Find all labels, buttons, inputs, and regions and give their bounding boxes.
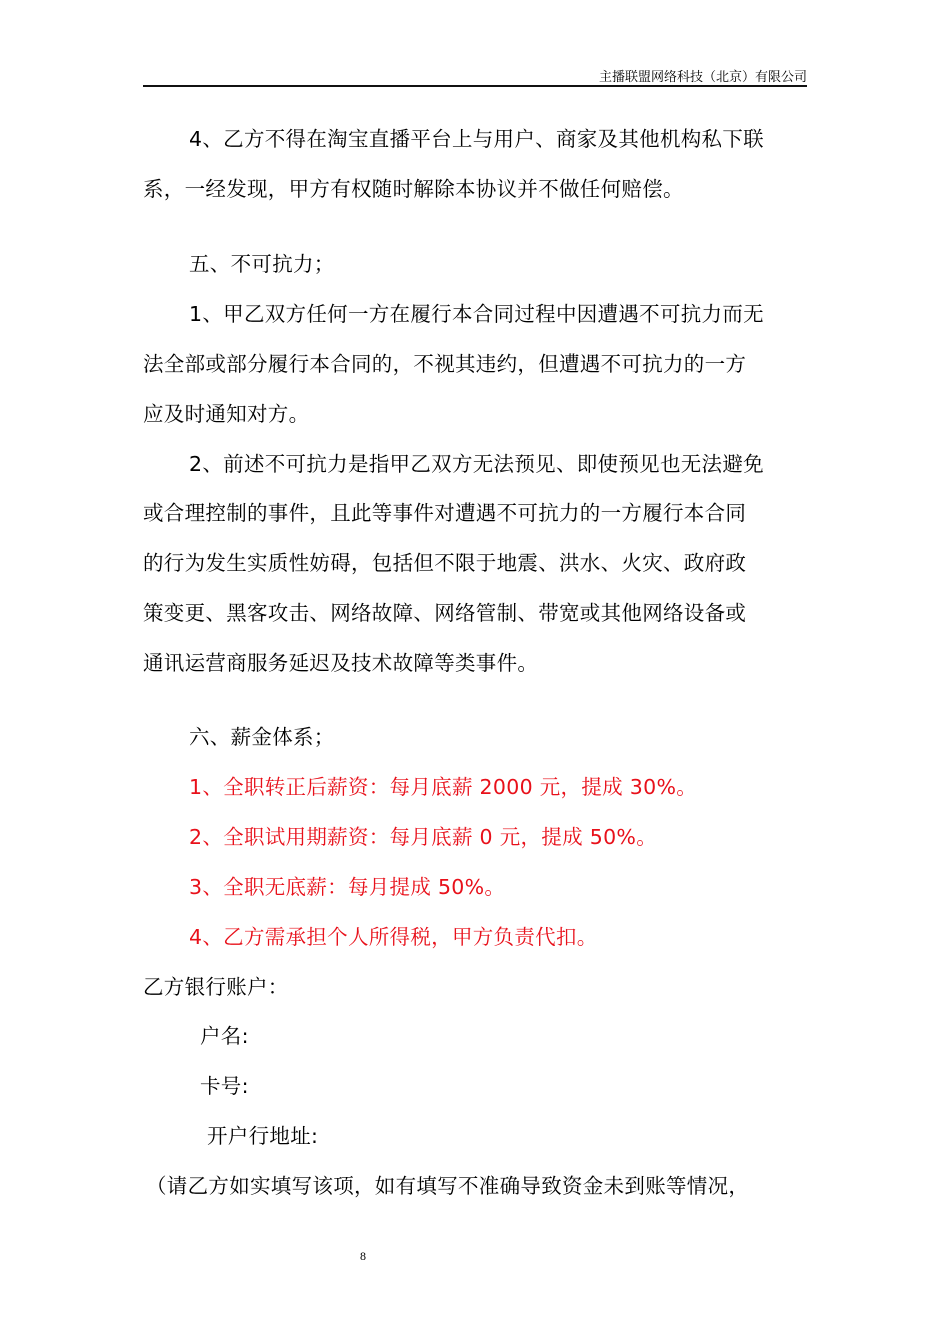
section5-title: 五、不可抗力； [189, 252, 335, 276]
section5-item2-line4: 策变更、黑客攻击、网络故障、网络管制、带宽或其他网络设备或 [143, 601, 747, 625]
salary-item-1: 1、全职转正后薪资：每月底薪 2000 元，提成 30%。 [189, 775, 698, 799]
section6-title: 六、薪金体系； [189, 725, 335, 749]
header-company-name: 主播联盟网络科技（北京）有限公司 [598, 70, 807, 85]
bank-address-label: 开户行地址: [207, 1124, 319, 1148]
salary-item-4: 4、乙方需承担个人所得税，甲方负责代扣。 [189, 925, 598, 949]
clause4-line2: 系，一经发现，甲方有权随时解除本协议并不做任何赔偿。 [143, 177, 684, 201]
section5-item1-line3: 应及时通知对方。 [143, 402, 310, 426]
section5-item2-line1: 2、前述不可抗力是指甲乙双方无法预见、即使预见也无法避免 [189, 452, 764, 476]
clause4-line1: 4、乙方不得在淘宝直播平台上与用户、商家及其他机构私下联 [189, 127, 764, 151]
bank-account-title: 乙方银行账户： [143, 975, 289, 999]
section5-item1-line1: 1、甲乙双方任何一方在履行本合同过程中因遭遇不可抗力而无 [189, 302, 764, 326]
section5-item1-line2: 法全部或部分履行本合同的，不视其违约，但遭遇不可抗力的一方 [143, 352, 747, 376]
page-number: 8 [360, 1249, 366, 1263]
account-name-label: 户名: [200, 1024, 249, 1048]
card-number-label: 卡号: [200, 1074, 249, 1098]
section5-item2-line3: 的行为发生实质性妨碍，包括但不限于地震、洪水、火灾、政府政 [143, 551, 747, 575]
salary-item-2: 2、全职试用期薪资：每月底薪 0 元，提成 50%。 [189, 825, 657, 849]
section5-item2-line5: 通讯运营商服务延迟及技术故障等类事件。 [143, 651, 539, 675]
bank-note: （请乙方如实填写该项，如有填写不准确导致资金未到账等情况， [146, 1174, 750, 1198]
header-divider [143, 85, 807, 87]
section5-item2-line2: 或合理控制的事件，且此等事件对遭遇不可抗力的一方履行本合同 [143, 501, 747, 525]
salary-item-3: 3、全职无底薪：每月提成 50%。 [189, 875, 506, 899]
